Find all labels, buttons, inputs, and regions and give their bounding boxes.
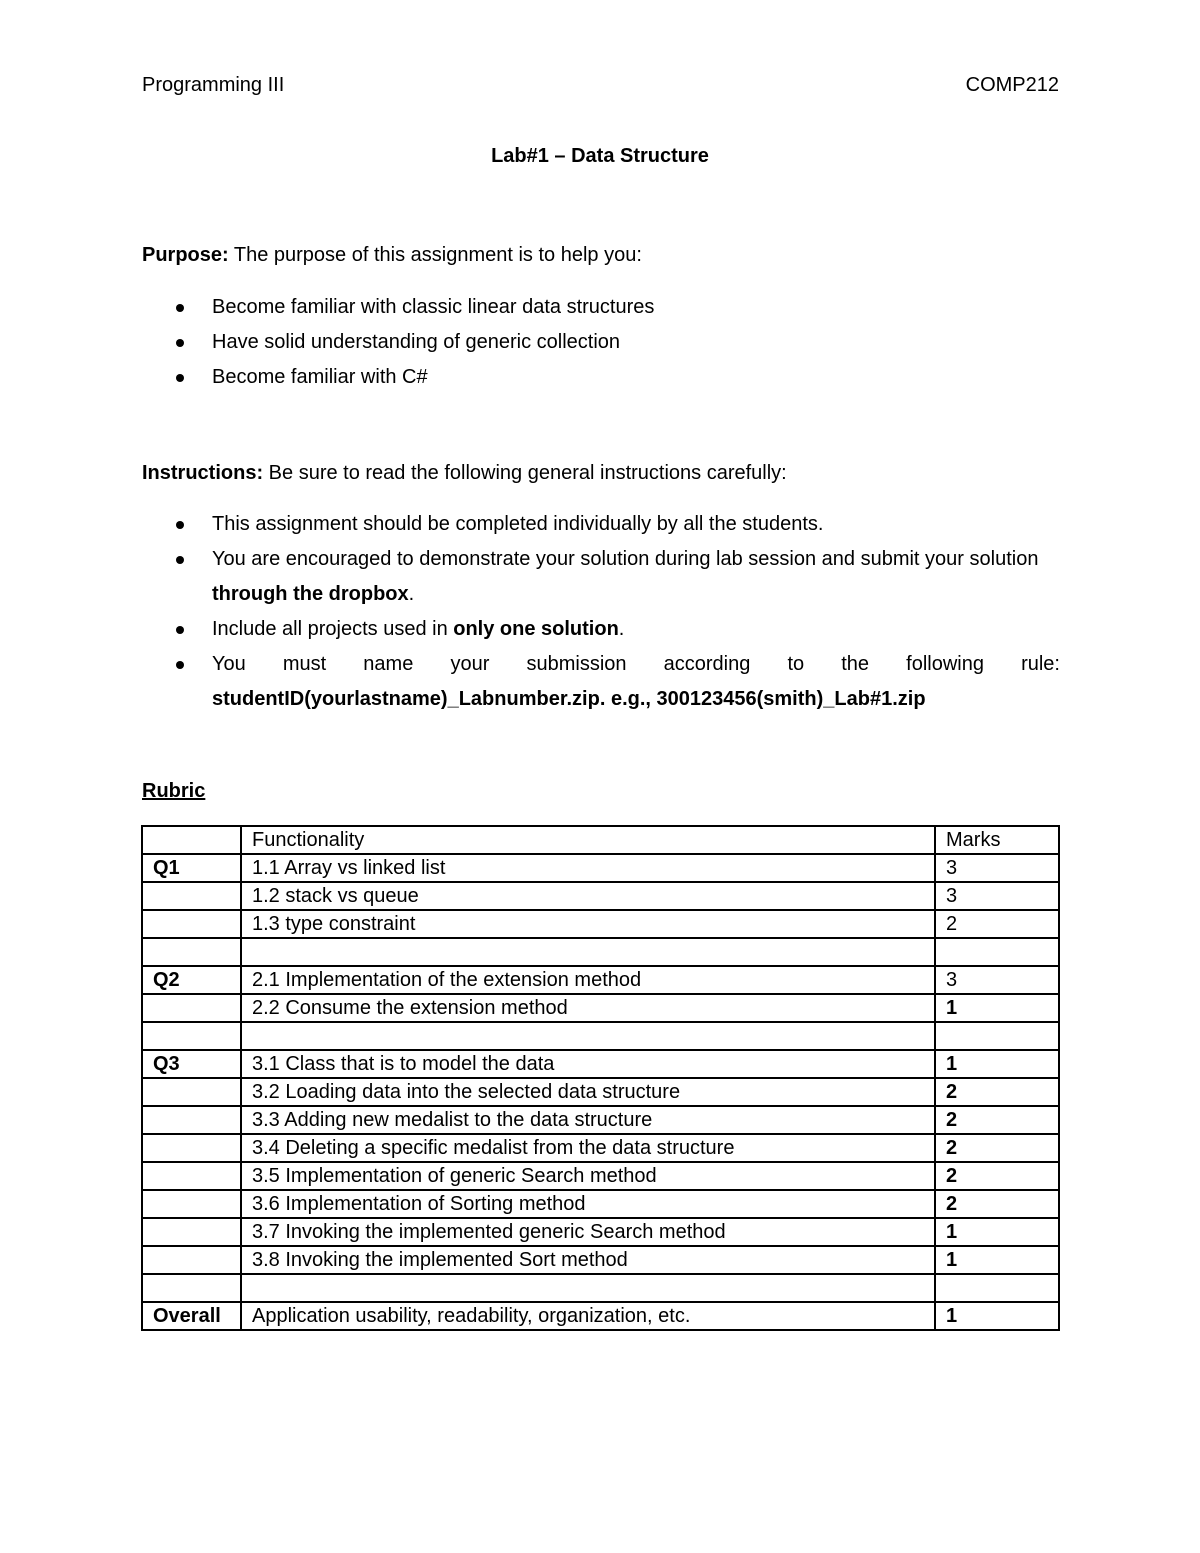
functionality-cell	[241, 1022, 935, 1050]
header-cell: Marks	[935, 826, 1059, 854]
dropbox-emphasis: through the dropbox	[212, 583, 409, 605]
question-cell: Q1	[142, 854, 241, 882]
question-cell	[142, 1246, 241, 1274]
question-cell	[142, 938, 241, 966]
list-item: You are encouraged to demonstrate your solution during lab session and submit your solution through the dropbox.	[142, 542, 1060, 612]
table-row	[142, 1050, 1059, 1078]
question-cell	[142, 1218, 241, 1246]
functionality-cell: 1.2 stack vs queue	[241, 882, 935, 910]
one-solution-emphasis: only one solution	[453, 618, 619, 640]
marks-cell	[935, 938, 1059, 966]
marks-cell	[935, 1274, 1059, 1302]
table-row	[142, 1302, 1059, 1330]
marks-cell: 1	[935, 1050, 1059, 1078]
functionality-cell: 3.8 Invoking the implemented Sort method	[241, 1246, 935, 1274]
functionality-cell: 3.4 Deleting a specific medalist from the data structure	[241, 1134, 935, 1162]
instructions-paragraph	[142, 461, 787, 485]
functionality-cell: 3.2 Loading data into the selected data structure	[241, 1078, 935, 1106]
functionality-cell	[241, 938, 935, 966]
question-cell	[142, 882, 241, 910]
marks-cell: 2	[935, 910, 1059, 938]
table-row	[142, 1274, 1059, 1302]
table-row	[142, 1134, 1059, 1162]
marks-cell: 1	[935, 994, 1059, 1022]
table-header-row	[142, 826, 1059, 854]
table-row	[142, 1218, 1059, 1246]
table-row	[142, 854, 1059, 882]
list-item: This assignment should be completed individually by all the students.	[142, 507, 1060, 542]
course-code: COMP212	[965, 74, 1059, 96]
table-row	[142, 910, 1059, 938]
functionality-cell: 1.1 Array vs linked list	[241, 854, 935, 882]
list-item: Include all projects used in only one solution.	[142, 612, 1060, 647]
table-row	[142, 966, 1059, 994]
functionality-cell: 1.3 type constraint	[241, 910, 935, 938]
table-row	[142, 1246, 1059, 1274]
instructions-text: Be sure to read the following general instructions carefully:	[263, 462, 787, 484]
functionality-cell: 3.3 Adding new medalist to the data structure	[241, 1106, 935, 1134]
table-row	[142, 1190, 1059, 1218]
list-item: Have solid understanding of generic collection	[142, 325, 1060, 360]
functionality-cell: 2.1 Implementation of the extension method	[241, 966, 935, 994]
functionality-cell: 3.5 Implementation of generic Search method	[241, 1162, 935, 1190]
table-row	[142, 994, 1059, 1022]
marks-cell: 2	[935, 1134, 1059, 1162]
marks-cell: 1	[935, 1246, 1059, 1274]
purpose-paragraph	[142, 243, 642, 267]
question-cell	[142, 1078, 241, 1106]
purpose-text: The purpose of this assignment is to help you:	[228, 244, 642, 266]
functionality-cell: Application usability, readability, organization, etc.	[241, 1302, 935, 1330]
table-row	[142, 882, 1059, 910]
header-cell: Functionality	[241, 826, 935, 854]
question-cell: Q3	[142, 1050, 241, 1078]
list-item: Become familiar with C#	[142, 360, 1060, 395]
marks-cell: 1	[935, 1302, 1059, 1330]
list-item: You must name your submission according to the following rule: studentID(yourlastname)_Labnumber.zip. e.g., 300123456(smith)_Lab#1.zip	[142, 647, 1060, 717]
table-row	[142, 1078, 1059, 1106]
question-cell	[142, 994, 241, 1022]
marks-cell	[935, 1022, 1059, 1050]
table-row	[142, 1022, 1059, 1050]
question-cell: Q2	[142, 966, 241, 994]
question-cell	[142, 1134, 241, 1162]
instructions-label: Instructions:	[142, 462, 264, 484]
question-cell	[142, 1106, 241, 1134]
document-title: Lab#1 – Data Structure	[491, 145, 709, 167]
instructions-list	[142, 507, 1060, 717]
filename-rule: studentID(yourlastname)_Labnumber.zip. e.g., 300123456(smith)_Lab#1.zip	[212, 688, 926, 710]
question-cell	[142, 1190, 241, 1218]
question-cell: Overall	[142, 1302, 241, 1330]
marks-cell: 3	[935, 854, 1059, 882]
purpose-list	[142, 290, 1060, 395]
marks-cell: 2	[935, 1162, 1059, 1190]
marks-cell: 2	[935, 1190, 1059, 1218]
rubric-heading: Rubric	[142, 780, 206, 802]
table-row	[142, 1106, 1059, 1134]
functionality-cell: 3.6 Implementation of Sorting method	[241, 1190, 935, 1218]
question-cell	[142, 1274, 241, 1302]
marks-cell: 1	[935, 1218, 1059, 1246]
functionality-cell: 3.1 Class that is to model the data	[241, 1050, 935, 1078]
question-cell	[142, 1162, 241, 1190]
marks-cell: 3	[935, 882, 1059, 910]
course-name: Programming III	[142, 74, 285, 96]
functionality-cell: 2.2 Consume the extension method	[241, 994, 935, 1022]
rubric-table	[141, 825, 1060, 1331]
question-cell	[142, 1022, 241, 1050]
marks-cell: 2	[935, 1106, 1059, 1134]
purpose-label: Purpose:	[142, 244, 229, 266]
table-row	[142, 938, 1059, 966]
list-item: Become familiar with classic linear data structures	[142, 290, 1060, 325]
table-row	[142, 1162, 1059, 1190]
marks-cell: 2	[935, 1078, 1059, 1106]
question-cell	[142, 910, 241, 938]
header-cell	[142, 826, 241, 854]
functionality-cell	[241, 1274, 935, 1302]
functionality-cell: 3.7 Invoking the implemented generic Search method	[241, 1218, 935, 1246]
marks-cell: 3	[935, 966, 1059, 994]
